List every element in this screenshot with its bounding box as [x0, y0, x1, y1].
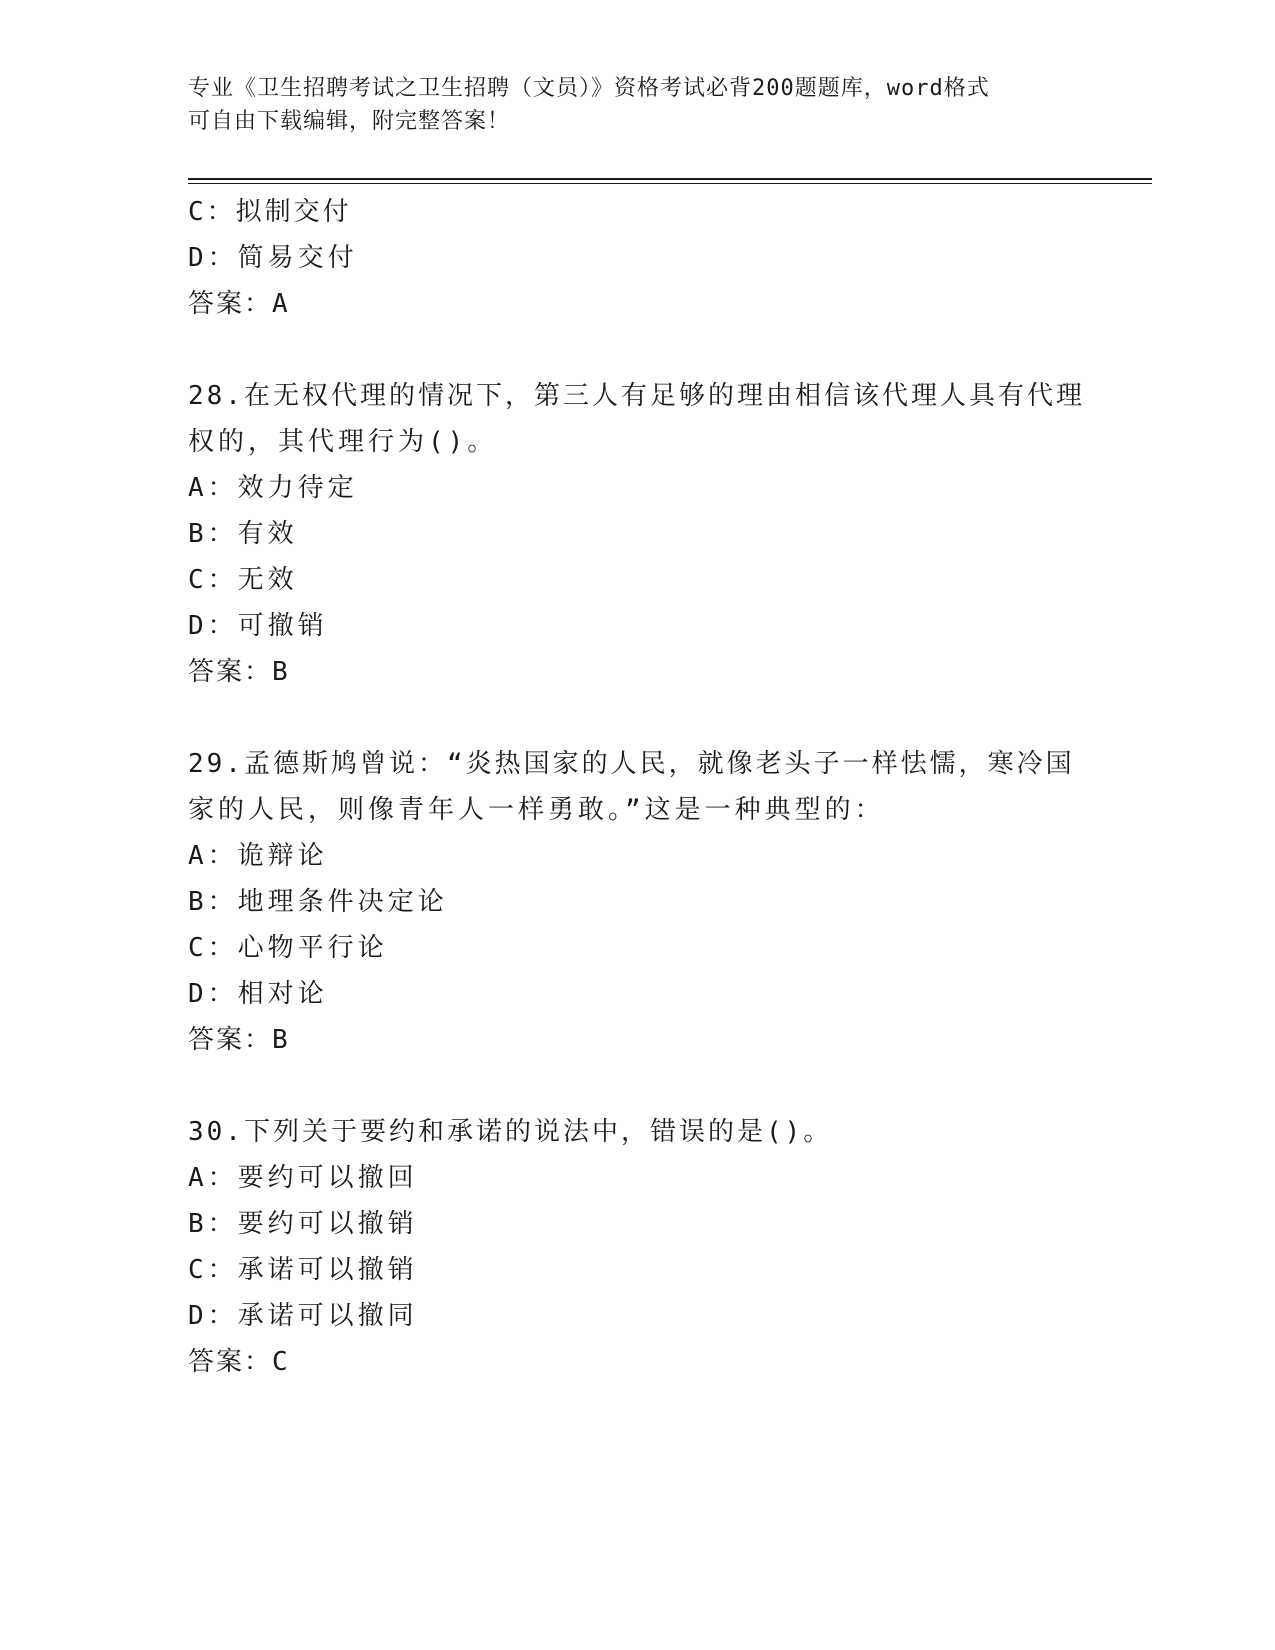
answer-line: 答案：C	[188, 1347, 290, 1377]
answer-line: 答案：B	[188, 1025, 290, 1055]
question-28	[188, 373, 1088, 695]
option-c: C：承诺可以撤销	[188, 1255, 418, 1285]
option-d: D：简易交付	[188, 243, 358, 273]
answer-line: 答案：B	[188, 657, 290, 687]
spacer	[188, 1063, 1088, 1109]
option-a: A：效力待定	[188, 473, 358, 503]
option-a: A：诡辩论	[188, 841, 328, 871]
question-list	[188, 189, 1088, 1385]
header-line-2: 可自由下载编辑，附完整答案！	[188, 109, 511, 134]
question-stem-line: 28.在无权代理的情况下，第三人有足够的理由相信该代理人具有代理	[188, 381, 1085, 411]
header-divider-thick	[188, 178, 1152, 180]
answer-line: 答案：A	[188, 289, 290, 319]
option-c: C：心物平行论	[188, 933, 388, 963]
spacer	[188, 695, 1088, 741]
question-stem-line: 权的，其代理行为()。	[188, 427, 498, 457]
header-line-1: 专业《卫生招聘考试之卫生招聘（文员）》资格考试必背200题题库，word格式	[188, 76, 990, 101]
question-stem-line: 30.下列关于要约和承诺的说法中，错误的是()。	[188, 1117, 833, 1147]
question-stem-line: 29.孟德斯鸠曾说：“炎热国家的人民，就像老头子一样怯懦，寒冷国	[188, 749, 1075, 779]
option-a: A：要约可以撤回	[188, 1163, 418, 1193]
option-c: C：拟制交付	[188, 197, 352, 227]
question-27-continued	[188, 189, 1088, 327]
spacer	[188, 327, 1088, 373]
option-d: D：可撤销	[188, 611, 328, 641]
option-c: C：无效	[188, 565, 298, 595]
option-d: D：相对论	[188, 979, 328, 1009]
question-29	[188, 741, 1088, 1063]
option-d: D：承诺可以撤同	[188, 1301, 418, 1331]
question-30	[188, 1109, 1088, 1385]
option-b: B：地理条件决定论	[188, 887, 448, 917]
option-b: B：要约可以撤销	[188, 1209, 418, 1239]
header-divider-thin	[188, 183, 1152, 184]
document-header	[188, 72, 1088, 138]
question-stem-line: 家的人民，则像青年人一样勇敢。”这是一种典型的：	[188, 795, 885, 825]
option-b: B：有效	[188, 519, 298, 549]
